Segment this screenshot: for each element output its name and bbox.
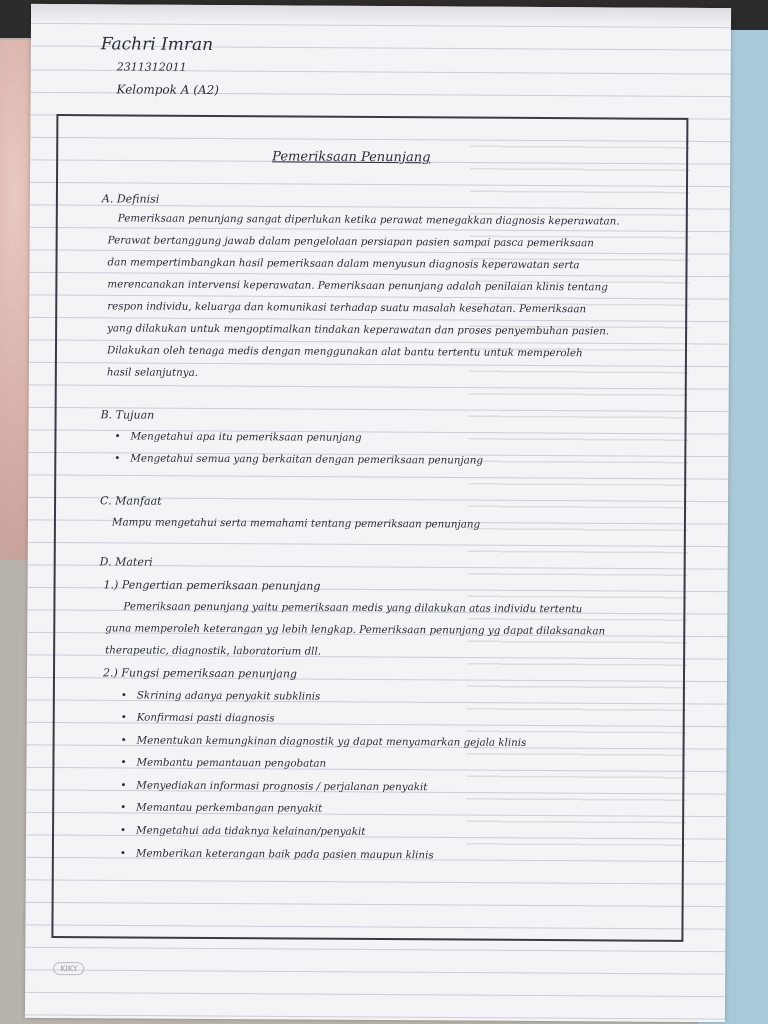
pengertian-line: guna memperoleh keterangan yg lebih lengkap. Pemeriksaan penunjang yg dapat dilaksanakan xyxy=(105,622,606,638)
fungsi-item: • Memberikan keterangan baik pada pasien maupun klinis xyxy=(120,847,434,861)
section-heading-definisi: A. Definisi xyxy=(101,192,160,206)
definisi-line: dan mempertimbangkan hasil pemeriksaan dalam menyusun diagnosis keperawatan serta xyxy=(107,256,580,272)
fungsi-item: • Skrining adanya penyakit subklinis xyxy=(121,689,320,702)
tujuan-item: • Mengetahui semua yang berkaitan dengan pemeriksaan penunjang xyxy=(114,452,483,466)
fungsi-item: • Menentukan kemungkinan diagnostik yg dapat menyamarkan gejala klinis xyxy=(121,734,527,748)
definisi-line: merencanakan intervensi keperawatan. Pemeriksaan penunjang adalah penilaian klinis tentang xyxy=(107,278,608,294)
fungsi-item: • Konfirmasi pasti diagnosis xyxy=(121,711,275,724)
fungsi-item: • Menyediakan informasi prognosis / perjalanan penyakit xyxy=(120,779,427,793)
definisi-line: Dilakukan oleh tenaga medis dengan menggunakan alat bantu tertentu untuk memperoleh xyxy=(106,344,583,360)
manfaat-line: Mampu mengetahui serta memahami tentang pemeriksaan penunjang xyxy=(111,516,481,531)
student-group: Kelompok A (A2) xyxy=(116,82,219,98)
pengertian-line: Pemeriksaan penunjang yaitu pemeriksaan medis yang dilakukan atas individu tertentu xyxy=(123,600,583,616)
section-heading-manfaat: C. Manfaat xyxy=(100,494,162,508)
notebook-brand-badge: KIKY xyxy=(53,962,85,975)
section-heading-materi: D. Materi xyxy=(99,555,153,569)
definisi-line: hasil selanjutnya. xyxy=(106,366,199,379)
definisi-line: respon individu, keluarga dan komunikasi terhadap suatu masalah kesehatan. Pemeriksaan xyxy=(107,300,587,316)
pengertian-line: therapeutic, diagnostik, laboratorium dll. xyxy=(105,644,322,658)
definisi-line: Pemeriksaan penunjang sangat diperlukan ketika perawat menegakkan diagnosis keperawatan. xyxy=(117,212,620,228)
fungsi-item: • Mengetahui ada tidaknya kelainan/penyakit xyxy=(120,824,365,837)
section-heading-tujuan: B. Tujuan xyxy=(100,408,155,422)
student-id: 2311312011 xyxy=(116,60,187,74)
notebook-page xyxy=(25,4,731,1022)
page-title: Pemeriksaan Penunjang xyxy=(272,149,431,166)
page-top-shadow xyxy=(31,4,731,28)
definisi-line: Perawat bertanggung jawab dalam pengelolaan persiapan pasien sampai pasca pemeriksaan xyxy=(107,234,594,250)
materi-subheading-pengertian: 1.) Pengertian pemeriksaan penunjang xyxy=(103,578,321,593)
fungsi-item: • Memantau perkembangan penyakit xyxy=(120,801,322,814)
fungsi-item: • Membantu pemantauan pengobatan xyxy=(120,756,326,769)
tujuan-item: • Mengetahui apa itu pemeriksaan penunjang xyxy=(114,430,361,444)
materi-subheading-fungsi: 2.) Fungsi pemeriksaan penunjang xyxy=(102,666,298,681)
definisi-line: yang dilakukan untuk mengoptimalkan tindakan keperawatan dan proses penyembuhan pasien. xyxy=(107,322,610,338)
student-name: Fachri Imran xyxy=(100,34,214,55)
